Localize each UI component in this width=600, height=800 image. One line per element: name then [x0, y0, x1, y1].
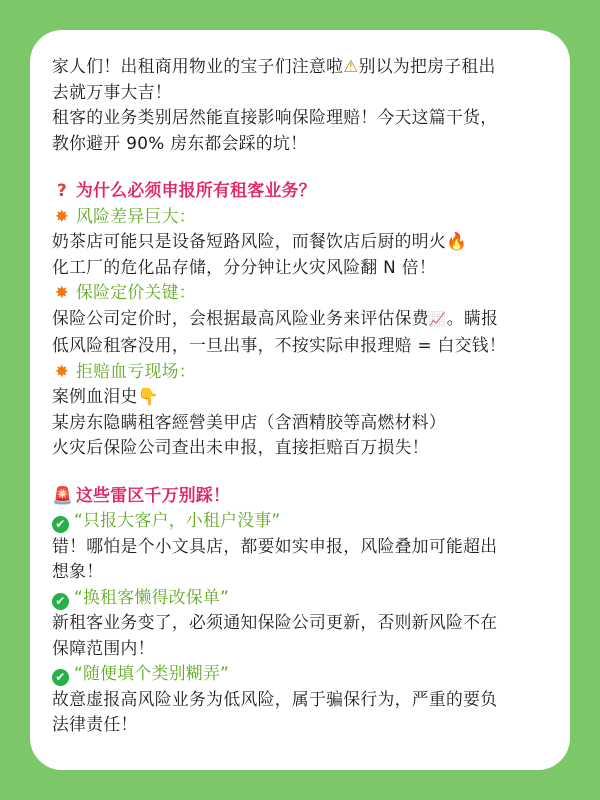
paragraph-line: 火灾后保险公司查出未申报，直接拒赔百万损失！: [52, 437, 429, 457]
fire-icon: 🔥: [446, 231, 468, 251]
chart-increasing-icon: 📈: [428, 311, 447, 328]
paragraph-line: 案例血泪史👇: [52, 384, 550, 410]
paragraph-line: 错！哪怕是个小文具店，都要如实申报，风险叠加可能超出: [52, 535, 498, 556]
pointing-down-icon: 👇: [137, 386, 159, 406]
subheading-pricing: ✸ 保险定价关键：: [52, 280, 550, 306]
intro-line-1: 家人们！出租商用物业的宝子们注意啦⚠别以为把房子租出: [52, 54, 550, 80]
pitfall-item-title: ✔ “只报大客户，小租户没事”: [52, 508, 550, 534]
burst-icon: ✸: [54, 360, 70, 381]
paragraph-line: 某房东隐瞒租客經營美甲店（含酒精胶等高燃材料）: [52, 411, 447, 432]
paragraph-line: 故意虚报高风险业务为低风险，属于骗保行为，严重的要负: [52, 688, 498, 709]
check-icon: ✔: [52, 593, 69, 610]
article-card: [30, 30, 570, 770]
paragraph-line: 奶茶店可能只是设备短路风险，而餐饮店后厨的明火🔥: [52, 229, 550, 255]
intro-line-4: 教你避开 90% 房东都会踩的坑！: [52, 132, 308, 153]
paragraph-line: 保障范围内！: [52, 637, 155, 658]
check-icon: ✔: [52, 516, 69, 533]
subheading-claim-denial: ✸ 拒赔血亏现场：: [52, 359, 550, 385]
subheading-risk-difference: ✸ 风险差异巨大：: [52, 204, 550, 230]
paragraph-line: 保险公司定价时，会根据最高风险业务来评估保费📈。瞒报: [52, 306, 550, 334]
paragraph-line: 新租客业务变了，必须通知保险公司更新，否则新风险不在: [52, 612, 498, 632]
paragraph-line: 法律责任！: [52, 714, 138, 734]
pitfall-item-title: ✔ “换租客懒得改保单”: [52, 585, 550, 611]
siren-icon: 🚨: [52, 484, 74, 505]
burst-icon: ✸: [54, 205, 70, 226]
pitfall-item-title: ✔ “随便填个类别糊弄”: [52, 661, 550, 687]
section1-heading: ? 为什么必须申报所有租客业务？: [52, 178, 550, 204]
paragraph-line: 化工厂的危化品存储，分分钟让火灾风险翻 N 倍！: [52, 256, 437, 277]
section2-heading: 🚨 这些雷区千万别踩！: [52, 483, 550, 509]
intro-line-3: 租客的业务类别居然能直接影响保险理赔！今天这篇干货，: [52, 107, 498, 127]
question-mark-icon: ?: [56, 180, 68, 200]
paragraph-line: 想象！: [52, 561, 104, 581]
paragraph-line: 低风险租客没用，一旦出事，不按实际申报理赔 = 白交钱！: [52, 335, 507, 355]
warning-icon: ⚠: [343, 56, 359, 76]
burst-icon: ✸: [54, 282, 70, 302]
check-icon: ✔: [52, 669, 69, 686]
intro-line-2: 去就万事大吉！: [52, 81, 172, 102]
